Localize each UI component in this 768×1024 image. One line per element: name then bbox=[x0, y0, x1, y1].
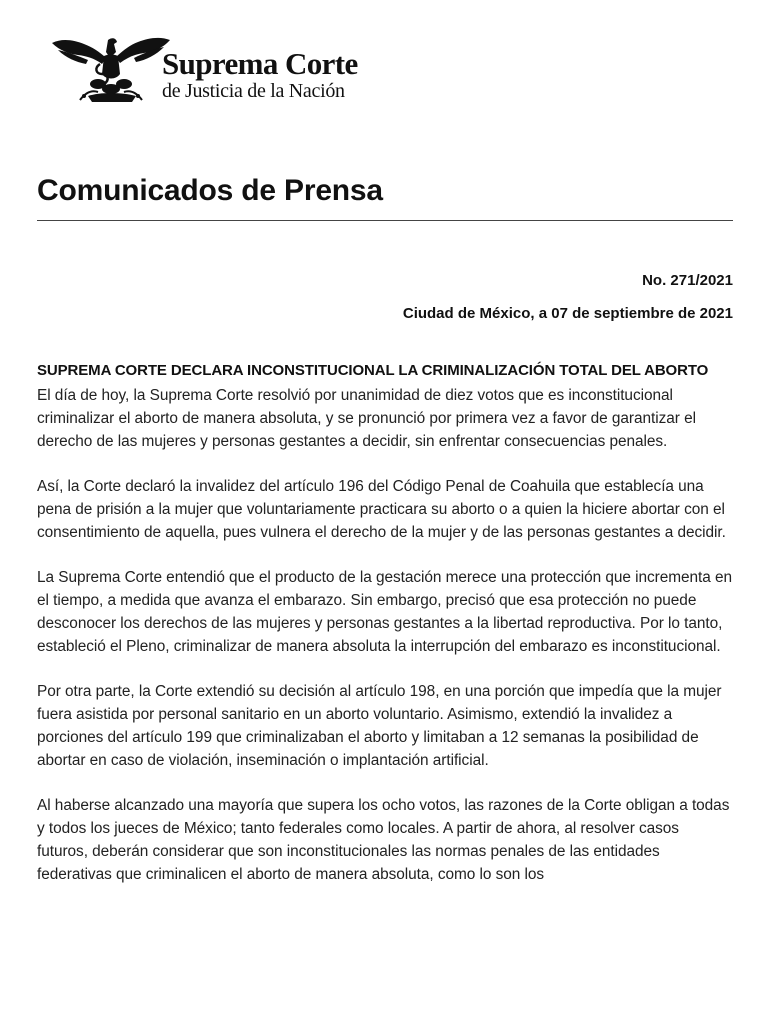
body-paragraph: Por otra parte, la Corte extendió su decisión al artículo 198, en una porción que impedía que la mujer fuera asistida por personal sanitario en un aborto voluntario. Asimismo, extendió la invalidez a porciones del artículo 199 que criminalizaban el aborto y limitaban a 12 semanas la posibilidad de abortar en caso de violación, inseminación o implantación artificial. bbox=[37, 683, 722, 769]
release-place-date: Ciudad de México, a 07 de septiembre de 2021 bbox=[402, 305, 733, 322]
body-paragraph: El día de hoy, la Suprema Corte resolvió por unanimidad de diez votos que es inconstitucional criminalizar el aborto de manera absoluta, y se pronunció por primera vez a favor de garantizar el derecho de las mujeres y personas gestantes a decidir, sin enfrentar consecuencias penales. bbox=[37, 387, 696, 450]
press-release-headline: SUPREMA CORTE DECLARA INCONSTITUCIONAL LA CRIMINALIZACIÓN TOTAL DEL ABORTO bbox=[37, 362, 709, 379]
logo-subtitle: de Justicia de la Nación bbox=[162, 80, 345, 102]
body-paragraph: Al haberse alcanzado una mayoría que supera los ocho votos, las razones de la Corte obligan a todas y todos los jueces de México; tanto federales como locales. A partir de ahora, al resolver casos futuros, deberán considerar que son inconstitucionales las normas penales de las entidades federativas que criminalicen el aborto de manera absoluta, como lo son los bbox=[37, 797, 730, 883]
logo-wordmark bbox=[162, 48, 358, 102]
press-release-body bbox=[37, 359, 734, 908]
eagle-emblem-icon bbox=[50, 34, 172, 106]
page-title: Comunicados de Prensa bbox=[37, 174, 383, 207]
body-paragraph: La Suprema Corte entendió que el producto de la gestación merece una protección que incrementa en el tiempo, a medida que avanza el embarazo. Sin embargo, precisó que esa protección no puede desconocer los derechos de las mujeres y personas gestantes a la libertad reproductiva. Por lo tanto, estableció el Pleno, criminalizar de manera absoluta la interrupción del embarazo es inconstitucional. bbox=[37, 569, 733, 655]
title-divider bbox=[37, 220, 733, 221]
body-paragraph: Así, la Corte declaró la invalidez del artículo 196 del Código Penal de Coahuila que establecía una pena de prisión a la mujer que voluntariamente practicara su aborto o a quien la hiciere abortar con el consentimiento de aquella, pues vulnera el derecho de la mujer y de las personas gestantes a decidir. bbox=[37, 478, 726, 541]
header bbox=[50, 34, 370, 108]
logo-title: Suprema Corte bbox=[162, 46, 358, 81]
release-number: No. 271/2021 bbox=[642, 272, 733, 289]
